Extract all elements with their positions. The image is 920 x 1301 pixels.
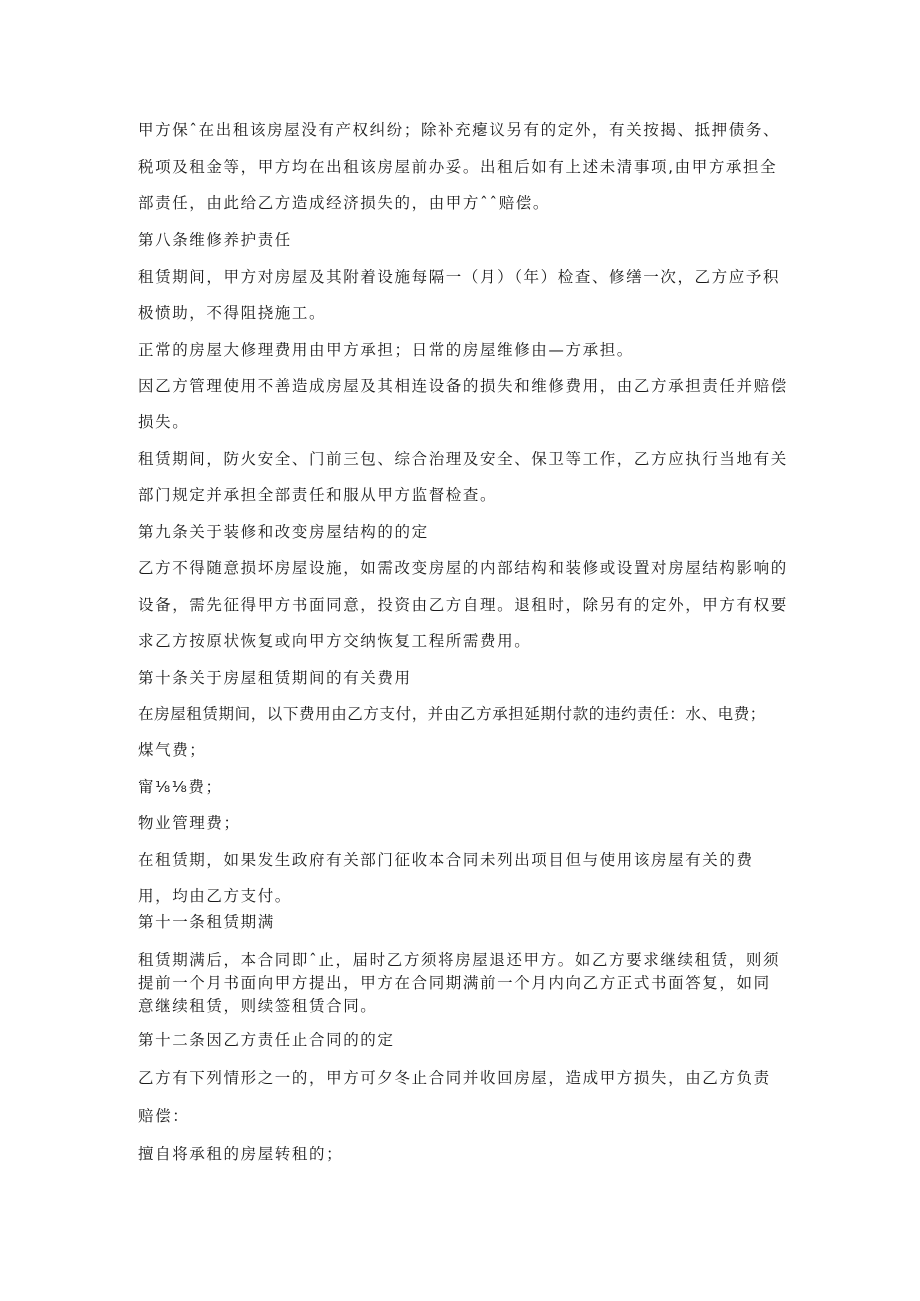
text-line: 煤气费； bbox=[138, 741, 207, 759]
text-line: 租赁期满后，本合同即ˆ止，届时乙方须将房屋退还甲方。如乙方要求继续租赁，则须 bbox=[138, 951, 781, 969]
text-line: 乙方有下列情形之一的，甲方可夕冬止合同并收回房屋，造成甲方损失，由乙方负责 bbox=[138, 1069, 771, 1087]
text-line: 物业管理费； bbox=[138, 814, 241, 832]
text-line: 设备，需先征得甲方书面同意，投资由乙方自理。退租时，除另有的定外，甲方有权要 bbox=[138, 596, 788, 614]
text-line: 极愤助，不得阻挠施工。 bbox=[138, 304, 327, 322]
text-line: 赔偿： bbox=[138, 1107, 190, 1125]
text-line: 甲方保ˆ在出租该房屋没有产权纠纷；除补充瘪议另有的定外，有关按揭、抵押债务、 bbox=[138, 121, 781, 139]
text-line: 正常的房屋大修理费用由甲方承担；日常的房屋维修由—方承担。 bbox=[138, 341, 634, 359]
section-heading: 第十一条租赁期满 bbox=[138, 913, 275, 931]
text-line: 提前一个月书面向甲方提出，甲方在合同期满前一个月内向乙方正式书面答复，如同 bbox=[138, 974, 771, 992]
text-line: 租赁期间，防火安全、门前三包、综合治理及安全、保卫等工作，乙方应执行当地有关 bbox=[138, 450, 788, 468]
text-line: 用，均由乙方支付。 bbox=[138, 887, 292, 905]
text-line: 意继续租赁，则续签租赁合同。 bbox=[138, 997, 378, 1015]
section-heading: 第十二条因乙方责任止合同的的定 bbox=[138, 1031, 395, 1049]
text-line: 在租赁期，如果发生政府有关部门征收本合同未列出项目但与使用该房屋有关的费 bbox=[138, 851, 754, 869]
text-line: 在房屋租赁期间，以下费用由乙方支付，并由乙方承担延期付款的违约责任：水、电费； bbox=[138, 705, 766, 723]
text-line: 损失。 bbox=[138, 413, 190, 431]
section-heading: 第十条关于房屋租赁期间的有关费用 bbox=[138, 669, 412, 687]
text-line: 甯⅛⅛费； bbox=[138, 778, 223, 796]
text-line: 税项及租金等，甲方均在出租该房屋前办妥。出租后如有上述未清事项,由甲方承担全 bbox=[138, 158, 778, 176]
text-line: 求乙方按原状恢复或向甲方交纳恢复工程所需费用。 bbox=[138, 632, 532, 650]
text-line: 因乙方管理使用不善造成房屋及其相连设备的损失和维修费用，由乙方承担责任并赔偿 bbox=[138, 377, 788, 395]
section-heading: 第八条维修养护责任 bbox=[138, 231, 292, 249]
text-line: 擅自将承租的房屋转租的； bbox=[138, 1145, 344, 1163]
section-heading: 第九条关于装修和改变房屋结构的的定 bbox=[138, 523, 429, 541]
text-line: 乙方不得随意损坏房屋设施，如需改变房屋的内部结构和装修或设置对房屋结构影响的 bbox=[138, 559, 788, 577]
text-line: 部责任，由此给乙方造成经济损失的，由甲方ˆˆ赔偿。 bbox=[138, 194, 551, 212]
text-line: 租赁期间，甲方对房屋及其附着设施每隔一（月）（年）检查、修缮一次，乙方应予积 bbox=[138, 268, 781, 286]
text-line: 部门规定并承担全部责任和服从甲方监督检查。 bbox=[138, 486, 498, 504]
